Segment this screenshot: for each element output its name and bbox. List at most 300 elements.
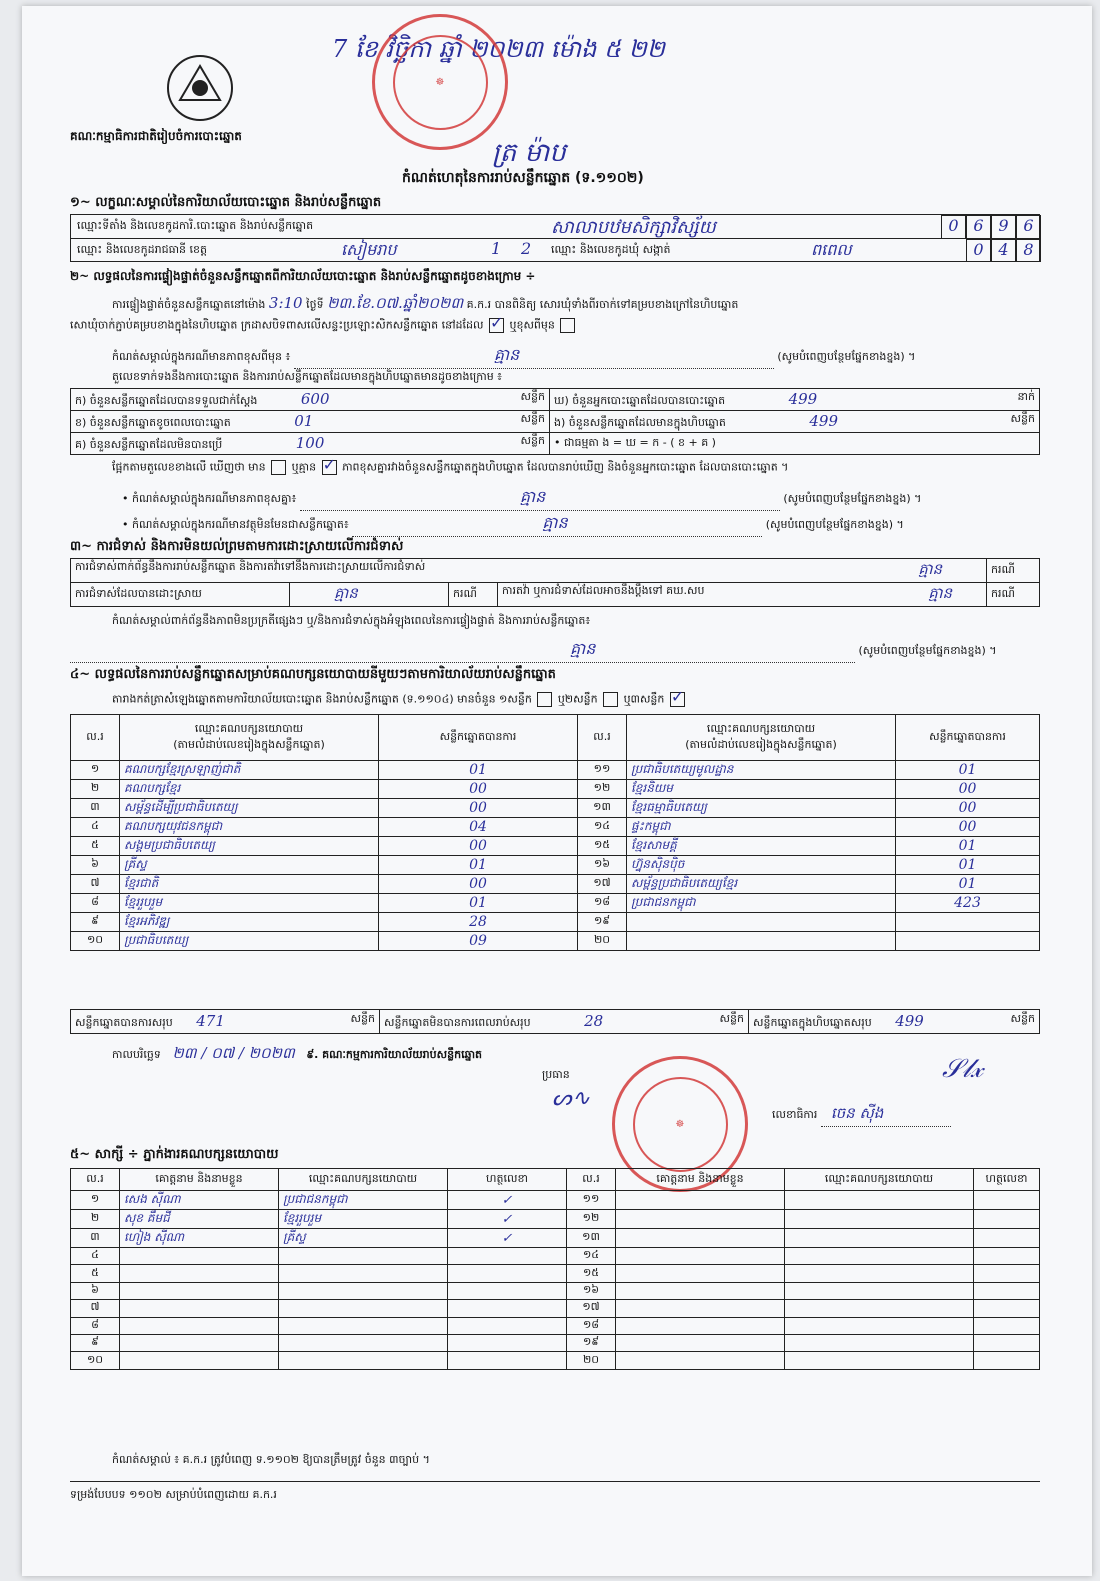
section4-title: ៤~ លទ្ធផលនៃការរាប់សន្លឹកឆ្នោតសម្រាប់គណបក្សនយោបាយនីមួយៗតាមការិយាល័យរាប់សន្លឹកឆ្នោត	[70, 667, 556, 682]
commune-label: ឈ្មោះ និងលេខកូដឃុំ សង្កាត់	[551, 243, 671, 256]
party-votes: 00	[896, 818, 1040, 837]
counting-committee-label: ៩. គណៈកម្មការការិយាល័យរាប់សន្លឹកឆ្នោត	[306, 1048, 483, 1061]
total-invalid-label: សន្លឹកឆ្នោតមិនបានការពេលរាប់សរុប	[384, 1015, 531, 1029]
section2-line1	[112, 294, 1042, 316]
unit-label: ករណី	[987, 559, 1040, 583]
province-value: សៀមរាប	[341, 240, 397, 259]
count-value: 01	[294, 411, 314, 430]
row-number: ១០	[71, 1352, 120, 1369]
party-votes: 01	[896, 875, 1040, 894]
row-number: ២	[71, 1210, 120, 1229]
witness-signature: ✓	[448, 1210, 567, 1229]
col-sign: ហត្ថលេខា	[448, 1169, 567, 1191]
col-party-title: ឈ្មោះគណបក្សនយោបាយ	[194, 721, 304, 735]
form-footer: ទម្រង់បែបបទ ១១០២ សម្រាប់បំពេញដោយ គ.ក.រ	[70, 1488, 277, 1501]
witness-party	[785, 1229, 974, 1248]
witness-party: ខ្មែររួបរួម	[279, 1210, 448, 1229]
witness-name: សេង ស៊ីណា	[120, 1191, 279, 1210]
row-number: ១២	[567, 1210, 616, 1229]
party-result-row	[71, 856, 1040, 875]
total-valid-value: 471	[196, 1011, 225, 1030]
witness-row	[71, 1317, 1040, 1334]
total-valid-label: សន្លឹកឆ្នោតបានការសរុប	[75, 1015, 173, 1029]
nec-emblem-icon	[160, 52, 240, 124]
compare-a: ផ្អែកតាមតួលេខខាងលើ ឃើញថា មាន	[112, 460, 266, 474]
objection-row	[71, 559, 1040, 583]
count-label: ខ) ចំនួនសន្លឹកឆ្នោតខូចពេលបោះឆ្នោត	[75, 415, 231, 429]
objection-label: ការជំទាស់ពាក់ព័ន្ធនឹងការរាប់សន្លឹកឆ្នោត និងការតវ៉ាទៅនឹងការដោះស្រាយលើការជំទាស់	[75, 559, 426, 573]
province-code-2: 2	[521, 239, 532, 258]
note3-label: • កំណត់សម្គាល់ក្នុងករណីមានវត្ថុមិនមែនជាសន្លឹកឆ្នោត៖	[122, 518, 349, 531]
row-number: ១៥	[567, 1265, 616, 1282]
col-party	[120, 715, 379, 761]
same-checkbox[interactable]	[489, 318, 504, 333]
witness-party	[279, 1300, 448, 1317]
witness-party	[785, 1334, 974, 1351]
row-number: ១	[71, 1191, 120, 1210]
row-number: ១០	[71, 932, 120, 951]
party-name: ខ្មែរធម្មាធិបតេយ្យ	[627, 799, 896, 818]
note-label: កំណត់សម្គាល់ក្នុងករណីមានភាពខុសពីមុន ៖	[112, 350, 291, 363]
witness-name	[120, 1300, 279, 1317]
col-party-sub: (តាមលំដាប់លេខរៀងក្នុងសន្លឹកឆ្នោត)	[685, 737, 837, 751]
witness-name: ហៀង ស៊ីណា	[120, 1229, 279, 1248]
irregularity-note	[70, 638, 1040, 663]
col-party: ឈ្មោះគណបក្សនយោបាយ	[279, 1169, 448, 1191]
official-seal-bottom: ☸	[612, 1056, 748, 1192]
party-votes: 01	[896, 761, 1040, 780]
party-votes: 00	[379, 837, 578, 856]
party-votes: 00	[896, 780, 1040, 799]
verify-date: ២៣.ខែ.០៧.ឆ្នាំ២០២៣	[327, 294, 464, 312]
witness-row	[71, 1191, 1040, 1210]
row-number: ១៦	[578, 856, 627, 875]
witness-signature	[974, 1229, 1040, 1248]
count-label: ង) ចំនួនសន្លឹកឆ្នោតដែលមានក្នុងហិបឆ្នោត	[554, 415, 726, 429]
row-number: ១៧	[567, 1300, 616, 1317]
count-unit: សន្លឹក	[520, 389, 545, 403]
count-unit: នាក់	[1017, 389, 1035, 403]
unit-label: ករណី	[987, 583, 1040, 607]
count-value: 499	[809, 411, 839, 430]
different-checkbox[interactable]	[560, 318, 575, 333]
commune-code	[966, 239, 1041, 262]
witness-party	[279, 1317, 448, 1334]
location-value: សាលាបឋមសិក្សាវិស្ស័យ	[551, 217, 716, 238]
appeal-value: គ្មាន	[928, 583, 952, 602]
witness-body	[71, 1191, 1040, 1370]
appeal-label: ការតវ៉ា ឬការជំទាស់ដែលអាចនឹងប្តឹងទៅ គឃ.សប	[502, 583, 705, 597]
objection-row	[71, 583, 1040, 607]
party-name: គ្រីស្ទ	[120, 856, 379, 875]
witness-table	[70, 1168, 1040, 1370]
witness-party	[279, 1265, 448, 1282]
row-number: ១៧	[578, 875, 627, 894]
row-number: ១៨	[578, 894, 627, 913]
row-number: ៧	[71, 1300, 120, 1317]
total-box-value: 499	[895, 1011, 924, 1030]
col-no: ល.រ	[71, 1169, 120, 1191]
code-digit: 0	[966, 239, 991, 262]
witness-party	[279, 1248, 448, 1265]
witness-row	[71, 1334, 1040, 1351]
witness-signature	[974, 1265, 1040, 1282]
province-label: ឈ្មោះ និងលេខកូដរាជធានី ខេត្ត	[77, 243, 207, 256]
party-name: ប្រជាធិបតេយ្យ	[120, 932, 379, 951]
party-votes: 09	[379, 932, 578, 951]
section2-line2	[70, 318, 577, 335]
row-number: ១១	[578, 761, 627, 780]
section5-title: ៥~ សាក្សី ÷ ភ្នាក់ងារគណបក្សនយោបាយ	[70, 1147, 279, 1162]
party-name: គណបក្សខ្មែរ	[120, 780, 379, 799]
section2-title: ២~ លទ្ធផលនៃការផ្ទៀងផ្ទាត់ចំនួនសន្លឹកឆ្នោតពីការិយាល័យបោះឆ្នោត និងរាប់សន្លឹកឆ្នោតដូចខាងក្រោម ÷	[70, 269, 536, 283]
witness-row	[71, 1300, 1040, 1317]
party-votes: 423	[896, 894, 1040, 913]
col-no: ល.រ	[567, 1169, 616, 1191]
party-name: ប្រជាធិបតេយ្យមូលដ្ឋាន	[627, 761, 896, 780]
footer-divider	[70, 1481, 1040, 1482]
fill-hint: (សូមបំពេញបន្ថែមផ្នែកខាងខ្នង) ។	[777, 350, 916, 363]
party-result-row	[71, 818, 1040, 837]
witness-signature	[974, 1300, 1040, 1317]
witness-name	[120, 1248, 279, 1265]
compare-line	[112, 460, 1042, 477]
witness-party: ប្រជាជនកម្ពុជា	[279, 1191, 448, 1210]
witness-party	[785, 1191, 974, 1210]
witness-signature: ✓	[448, 1191, 567, 1210]
code-digit: 9	[991, 215, 1016, 239]
row-number: ៩	[71, 913, 120, 932]
witness-name	[616, 1317, 785, 1334]
witness-row	[71, 1282, 1040, 1299]
witness-party	[785, 1300, 974, 1317]
witness-name	[616, 1191, 785, 1210]
witness-name	[616, 1265, 785, 1282]
party-votes: 00	[379, 799, 578, 818]
party-name: ហ្វ៊ុនស៊ិនប៉ិច	[627, 856, 896, 875]
tally-opt2: ឬ២សន្លឹក	[557, 692, 598, 706]
col-votes: សន្លឹកឆ្នោតបានការ	[896, 715, 1040, 761]
witness-signature	[448, 1352, 567, 1369]
counts-row	[71, 389, 1040, 411]
row-number: ១៣	[578, 799, 627, 818]
party-votes: 00	[379, 875, 578, 894]
code-digit: 6	[966, 215, 991, 239]
note2-label: • កំណត់សម្គាល់ក្នុងករណីមានភាពខុសគ្នា៖	[122, 492, 297, 505]
witness-signature	[448, 1300, 567, 1317]
witness-party	[785, 1265, 974, 1282]
col-no: ល.រ	[71, 715, 120, 761]
row-number: ១៤	[567, 1248, 616, 1265]
sheet-2-checkbox[interactable]	[603, 692, 618, 707]
witness-signature	[974, 1248, 1040, 1265]
row-number: ៥	[71, 837, 120, 856]
row-number: ៥	[71, 1265, 120, 1282]
location-code	[941, 215, 1041, 239]
section1-box	[70, 214, 1040, 262]
row-number: ២	[71, 780, 120, 799]
row-number: ១៥	[578, 837, 627, 856]
witness-signature	[448, 1265, 567, 1282]
party-name: ខ្មែររួបរួម	[120, 894, 379, 913]
witness-signature	[448, 1248, 567, 1265]
footnote: កំណត់សម្គាល់ ៖ គ.ក.រ ត្រូវបំពេញ ទ.១១០២ ឱ្យបានត្រឹមត្រូវ ចំនួន ៣ច្បាប់ ។	[112, 1453, 430, 1466]
witness-name	[616, 1229, 785, 1248]
row-number: ៨	[71, 1317, 120, 1334]
col-name: គោត្តនាម និងនាមខ្លួន	[616, 1169, 785, 1191]
handwritten-name: ត្រ ម៉ាប	[492, 138, 566, 168]
col-votes: សន្លឹកឆ្នោតបានការ	[379, 715, 578, 761]
witness-party	[279, 1282, 448, 1299]
row-number: ១៦	[567, 1282, 616, 1299]
row-number: ២០	[567, 1352, 616, 1369]
party-name: សម្ព័ន្ធដើម្បីប្រជាធិបតេយ្យ	[120, 799, 379, 818]
party-name: ខ្មែរជាតិ	[120, 875, 379, 894]
witness-name	[616, 1210, 785, 1229]
sheet-3-checkbox[interactable]	[670, 692, 685, 707]
witness-row	[71, 1248, 1040, 1265]
witness-name	[616, 1352, 785, 1369]
witness-row	[71, 1352, 1040, 1369]
results-table	[70, 714, 1040, 951]
fill-hint: (សូមបំពេញបន្ថែមផ្នែកខាងខ្នង) ។	[783, 492, 922, 505]
party-votes: 01	[379, 856, 578, 875]
row-number: ១៤	[578, 818, 627, 837]
row-number: ១៩	[578, 913, 627, 932]
witness-party	[785, 1317, 974, 1334]
chair-signature-icon: ᔕ∿	[552, 1086, 591, 1111]
count-value: 600	[300, 389, 330, 408]
party-votes	[896, 932, 1040, 951]
totals-row	[71, 1010, 1040, 1034]
code-digit: 0	[941, 215, 966, 239]
party-votes: 28	[379, 913, 578, 932]
witness-name	[616, 1282, 785, 1299]
committee-name: គណៈកម្មាធិការជាតិរៀបចំការបោះឆ្នោត	[70, 129, 242, 143]
party-votes: 01	[896, 856, 1040, 875]
section3-title: ៣~ ការជំទាស់ និងការមិនយល់ព្រមតាមការដោះស្រាយលើការជំទាស់	[70, 539, 404, 554]
witness-name	[120, 1317, 279, 1334]
party-result-row	[71, 799, 1040, 818]
resolved-label: ការជំទាស់ដែលបានដោះស្រាយ	[71, 583, 290, 607]
witness-signature	[448, 1282, 567, 1299]
party-result-row	[71, 894, 1040, 913]
objection-value: គ្មាន	[918, 559, 942, 578]
commune-value: ពពេល	[811, 240, 852, 259]
unit-label: សន្លឹក	[350, 1011, 375, 1025]
signing-date-line	[112, 1044, 482, 1066]
province-code-1: 1	[491, 239, 502, 258]
witness-signature	[448, 1317, 567, 1334]
witness-row	[71, 1265, 1040, 1282]
witness-name	[120, 1265, 279, 1282]
tally-opt3: ឬ៣សន្លឹក	[623, 692, 665, 706]
tally-intro: តារាងកត់ត្រាសំឡេងឆ្នោតតាមការិយាល័យបោះឆ្នោត និងរាប់សន្លឹកឆ្នោត (ទ.១១០៤) មានចំនួន ១សន្លឹក	[112, 692, 532, 706]
form-title: កំណត់ហេតុនៃការរាប់សន្លឹកឆ្នោត (ទ.១១០២)	[402, 170, 644, 186]
party-votes: 00	[379, 780, 578, 799]
witness-name	[120, 1352, 279, 1369]
handwritten-date-note: 7 ខែ វិច្ឆិកា ឆ្នាំ ២០២៣ ម៉ោង ៥ ២២	[332, 35, 665, 63]
witness-signature	[974, 1317, 1040, 1334]
party-result-row	[71, 932, 1040, 951]
code-digit: 4	[991, 239, 1016, 262]
party-result-row	[71, 780, 1040, 799]
section2-note	[112, 344, 1042, 369]
difference-note	[122, 486, 1042, 511]
row-number: ១៨	[567, 1317, 616, 1334]
count-unit: សន្លឹក	[1010, 411, 1035, 425]
row-number: ១	[71, 761, 120, 780]
code-digit: 6	[1016, 215, 1041, 239]
row-number: ៦	[71, 856, 120, 875]
col-party	[627, 715, 896, 761]
count-label: គ) ចំនួនសន្លឹកឆ្នោតដែលមិនបានប្រើ	[75, 437, 223, 451]
party-result-row	[71, 761, 1040, 780]
row-number: ៧	[71, 875, 120, 894]
unit-label: សន្លឹក	[1010, 1011, 1035, 1025]
code-digit: 8	[1016, 239, 1041, 262]
line1-text-a: ការផ្ទៀងផ្ទាត់ចំនួនសន្លឹកឆ្នោតនៅម៉ោង	[112, 298, 266, 311]
row-number: ៣	[71, 1229, 120, 1248]
row-number: ១១	[567, 1191, 616, 1210]
counts-row	[71, 433, 1040, 455]
party-votes	[896, 913, 1040, 932]
witness-party: គ្រីស្ទ	[279, 1229, 448, 1248]
witness-row	[71, 1229, 1040, 1248]
party-name: គណបក្សយុវជនកម្ពុជា	[120, 818, 379, 837]
compare-b: ឬគ្មាន	[291, 460, 317, 474]
witness-signature	[974, 1282, 1040, 1299]
secretary-line	[772, 1104, 951, 1127]
totals-table	[70, 1009, 1040, 1034]
party-name: ខ្មែរអភិវឌ្ឍ	[120, 913, 379, 932]
witness-name	[616, 1248, 785, 1265]
line2-text: សោឃុំចាក់ភ្ជាប់គម្របខាងក្នុងនៃហិបឆ្នោត ក្រដាសបិទពាសលើសន្ទះប្រឡោះសិកសន្លឹកឆ្នោត នៅដដែល	[70, 318, 484, 332]
object-note	[122, 512, 1042, 537]
party-name: ប្រជាជនកម្ពុជា	[627, 894, 896, 913]
secretary-label: លេខាធិការ	[772, 1108, 818, 1121]
row-number: ៦	[71, 1282, 120, 1299]
count-label: ឃ) ចំនួនអ្នកបោះឆ្នោតដែលបានបោះឆ្នោត	[554, 393, 726, 407]
witness-name	[616, 1300, 785, 1317]
party-votes: 01	[379, 894, 578, 913]
row-number: ៤	[71, 818, 120, 837]
witness-row	[71, 1210, 1040, 1229]
party-votes: 01	[379, 761, 578, 780]
row-number: ២០	[578, 932, 627, 951]
resolved-value: គ្មាន	[334, 583, 358, 602]
irregularity-note-value: គ្មាន	[570, 639, 596, 658]
party-name: គណបក្សខ្មែរស្រឡាញ់ជាតិ	[120, 761, 379, 780]
witness-name	[616, 1334, 785, 1351]
col-party-sub: (តាមលំដាប់លេខរៀងក្នុងសន្លឹកឆ្នោត)	[173, 737, 325, 751]
counts-row	[71, 411, 1040, 433]
fill-hint: (សូមបំពេញបន្ថែមផ្នែកខាងខ្នង) ។	[858, 644, 997, 657]
party-name: ខ្មែរនិយម	[627, 780, 896, 799]
counts-intro: តួលេខទាក់ទងនឹងការបោះឆ្នោត និងការរាប់សន្លឹកឆ្នោតដែលមានក្នុងហិបឆ្នោតមានដូចខាងក្រោម ៖	[112, 370, 503, 383]
note3-value: គ្មាន	[542, 513, 568, 532]
irregularity-note-label: កំណត់សម្គាល់ពាក់ព័ន្ធនឹងភាពមិនប្រក្រតីផ្សេងៗ ឬ/និងការជំទាស់ក្នុងអំឡុងពេលនៃការផ្ទៀងផ្ទាត់ និងការរាប់សន្លឹកឆ្នោត៖	[112, 614, 591, 627]
location-label: ឈ្មោះទីតាំង និងលេខកូដការិ.បោះឆ្នោត និងរាប់សន្លឹកឆ្នោត	[77, 219, 314, 232]
witness-signature: ✓	[448, 1229, 567, 1248]
witness-party	[785, 1352, 974, 1369]
section1-title: ១~ លក្ខណៈសម្គាល់នៃការិយាល័យបោះឆ្នោត និងរាប់សន្លឹកឆ្នោត	[70, 195, 382, 210]
total-box-label: សន្លឹកឆ្នោតក្នុងហិបឆ្នោតសរុប	[753, 1015, 872, 1029]
count-label: ក) ចំនួនសន្លឹកឆ្នោតដែលបានទទួលជាក់ស្តែង	[75, 393, 258, 407]
witness-party	[279, 1334, 448, 1351]
unit-label: ករណី	[449, 583, 498, 607]
party-name	[627, 932, 896, 951]
witness-party	[785, 1210, 974, 1229]
official-seal-top: ☸	[372, 14, 508, 150]
results-body	[71, 761, 1040, 951]
chair-label: ប្រធាន	[542, 1068, 570, 1081]
col-no: ល.រ	[578, 715, 627, 761]
fill-hint: (សូមបំពេញបន្ថែមផ្នែកខាងខ្នង) ។	[765, 518, 904, 531]
results-header-row	[71, 715, 1040, 761]
secretary-signature-icon: 𝒮𝓁𝓍	[942, 1054, 984, 1084]
party-result-row	[71, 913, 1040, 932]
row-number: ១៣	[567, 1229, 616, 1248]
row-number: ៨	[71, 894, 120, 913]
party-result-row	[71, 875, 1040, 894]
row-number: ១៩	[567, 1334, 616, 1351]
count-unit: សន្លឹក	[520, 433, 545, 447]
total-invalid-value: 28	[584, 1011, 604, 1030]
compare-c: ភាពខុសគ្នារវាងចំនួនសន្លឹកឆ្នោតក្នុងហិបឆ្នោត ដែលបានរាប់ឃើញ និងចំនួនអ្នកបោះឆ្នោត ដែលបានបោះឆ្នោត ។	[342, 460, 789, 474]
witness-party	[279, 1352, 448, 1369]
col-name: គោត្តនាម និងនាមខ្លួន	[120, 1169, 279, 1191]
party-votes: 04	[379, 818, 578, 837]
line1-text-c: គ.ក.រ បានពិនិត្យ សោរឃុំទាំងពីរចាក់ទៅគម្របខាងក្រៅនៃហិបឆ្នោត	[466, 298, 739, 311]
party-name: សម្ព័ន្ធប្រជាធិបតេយ្យខ្មែរ	[627, 875, 896, 894]
witness-name	[120, 1334, 279, 1351]
counts-table	[70, 388, 1040, 455]
witness-name: សុខ គឹមជី	[120, 1210, 279, 1229]
line2-opt2: ឬខុសពីមុន	[509, 318, 555, 332]
unit-label: សន្លឹក	[719, 1011, 744, 1025]
row-number: ៩	[71, 1334, 120, 1351]
party-votes: 01	[896, 837, 1040, 856]
tally-intro-line	[112, 692, 687, 709]
witness-signature	[974, 1352, 1040, 1369]
witness-signature	[974, 1210, 1040, 1229]
no-difference-checkbox[interactable]	[322, 460, 337, 475]
row-number: ១២	[578, 780, 627, 799]
row-number: ៤	[71, 1248, 120, 1265]
line1-text-b: ថ្ងៃទី	[306, 298, 324, 311]
party-name: ខ្មែរសាមគ្គី	[627, 837, 896, 856]
has-difference-checkbox[interactable]	[271, 460, 286, 475]
date-label: កាលបរិច្ឆេទ	[112, 1048, 161, 1061]
party-name: ផ្ទះកម្ពុជា	[627, 818, 896, 837]
col-party: ឈ្មោះគណបក្សនយោបាយ	[785, 1169, 974, 1191]
verify-time: 3:10	[268, 294, 303, 312]
party-name: សង្គមប្រជាធិបតេយ្យ	[120, 837, 379, 856]
count-unit: សន្លឹក	[520, 411, 545, 425]
party-name	[627, 913, 896, 932]
sheet-1-checkbox[interactable]	[537, 692, 552, 707]
objections-table	[70, 558, 1040, 607]
witness-header-row	[71, 1169, 1040, 1191]
note-value: គ្មាន	[493, 345, 520, 364]
date-value: ២៣ / ០៧ / ២០២៣	[172, 1044, 295, 1062]
note2-value: គ្មាន	[519, 487, 546, 506]
count-value: 499	[788, 389, 818, 408]
secretary-name: ចេន ស៊ីង	[830, 1104, 884, 1122]
witness-signature	[974, 1191, 1040, 1210]
witness-party	[785, 1282, 974, 1299]
